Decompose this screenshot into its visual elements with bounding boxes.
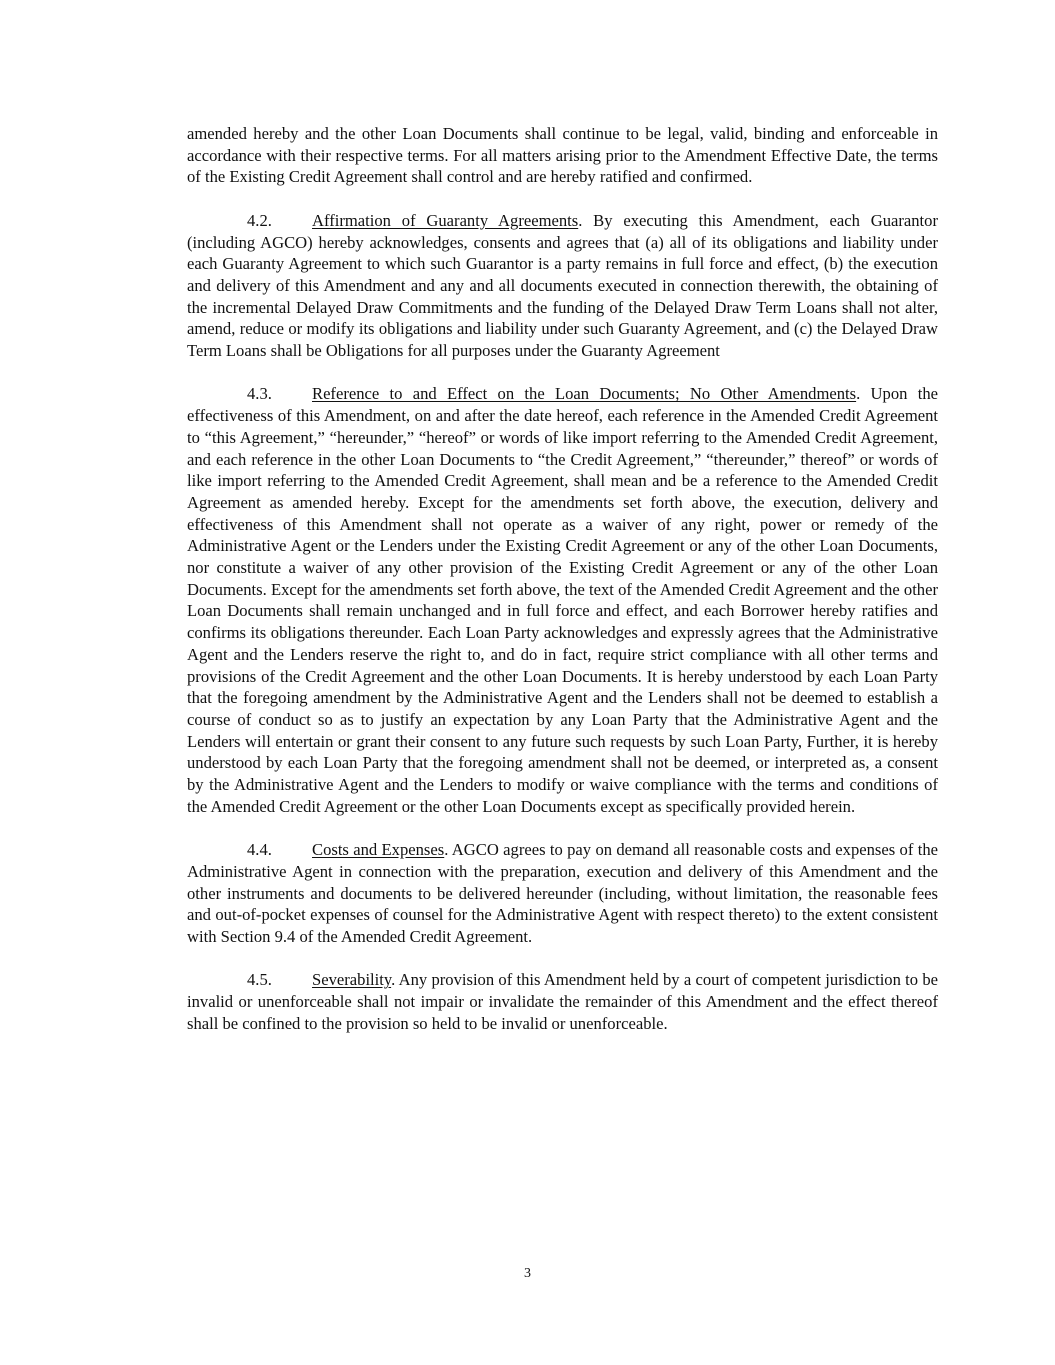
section-heading: Affirmation of Guaranty Agreements [312, 210, 579, 230]
section-4-3 [187, 383, 938, 817]
section-body: . AGCO agrees to pay on demand all reasonable costs and expenses of the Administrative Agent in connection with the preparation, execution and delivery of this Amendment and the other instruments and documents to be delivered hereunder (including, without limitation, the reasonable fees and out-of-pocket expenses of counsel for the Administrative Agent with respect thereto) to the extent consistent with Section 9.4 of the Amended Credit Agreement. [187, 840, 938, 946]
section-heading: Reference to and Effect on the Loan Documents; No Other Amendments [312, 384, 857, 404]
section-body: . Any provision of this Amendment held by a court of competent jurisdiction to be invalid or unenforceable shall not impair or invalidate the remainder of this Amendment and the effect thereof shall be confined to the provision so held to be invalid or unenforceable. [187, 970, 938, 1033]
section-4-2 [187, 210, 938, 362]
document-page [187, 123, 938, 1056]
section-heading: Severability [312, 970, 392, 990]
section-number: 4.4. [247, 840, 272, 860]
section-number: 4.2. [247, 210, 272, 230]
section-number: 4.3. [247, 384, 272, 404]
section-4-4 [187, 839, 938, 948]
section-body: . Upon the effectiveness of this Amendment, on and after the date hereof, each reference in the Amended Credit Agreement to “this Agreement,” “hereunder,” “hereof” or words of like import referring to the Amended Credit Agreement, and each reference in the other Loan Documents to “the Credit Agreement,” “thereunder,” thereof” or words of like import referring to the Amended Credit Agreement, shall mean and be a reference to the Amended Credit Agreement as amended hereby. Except for the amendments set forth above, the execution, delivery and effectiveness of this Amendment shall not operate as a waiver of any right, power or remedy of the Administrative Agent or the Lenders under the Existing Credit Agreement or any of the other Loan Documents, nor constitute a waiver of any other provision of the Existing Credit Agreement or any of the other Loan Documents. Except for the amendments set forth above, the text of the Amended Credit Agreement and the other Loan Documents shall remain unchanged and in full force and effect, and each Borrower hereby ratifies and confirms its obligations thereunder. Each Loan Party acknowledges and expressly agrees that the Administrative Agent and the Lenders reserve the right to, and do in fact, require strict compliance with all other terms and provisions of the Credit Agreement and the other Loan Documents. It is hereby understood by each Loan Party that the foregoing amendment by the Administrative Agent and the Lenders shall not be deemed to establish a course of conduct so as to justify an expectation by any Loan Party that the Administrative Agent and the Lenders will entertain or grant their consent to any future such requests by such Loan Party, Further, it is hereby understood by each Loan Party that the foregoing amendment shall not be deemed, or interpreted as, a consent by the Administrative Agent and the Lenders to modify or waive compliance with the terms and conditions of the Amended Credit Agreement or the other Loan Documents except as specifically provided herein. [187, 384, 939, 816]
page-number: 3 [524, 1266, 531, 1281]
section-body: . By executing this Amendment, each Guarantor (including AGCO) hereby acknowledges, consents and agrees that (a) all of its obligations and liability under each Guaranty Agreement to which such Guarantor is a party remains in full force and effect, (b) the execution and delivery of this Amendment and any and all documents executed in connection therewith, the obtaining of the incremental Delayed Draw Commitments and the funding of the Delayed Draw Term Loans shall not alter, amend, reduce or modify its obligations and liability under such Guaranty Agreement, and (c) the Delayed Draw Term Loans shall be Obligations for all purposes under the Guaranty Agreement [187, 210, 938, 361]
section-4-5 [187, 969, 938, 1034]
section-heading: Costs and Expenses [312, 840, 445, 860]
intro-paragraph: amended hereby and the other Loan Documents shall continue to be legal, valid, binding and enforceable in accordance with their respective terms. For all matters arising prior to the Amendment Effective Date, the terms of the Existing Credit Agreement shall control and are hereby ratified and confirmed. [187, 124, 938, 187]
section-number: 4.5. [247, 970, 272, 990]
